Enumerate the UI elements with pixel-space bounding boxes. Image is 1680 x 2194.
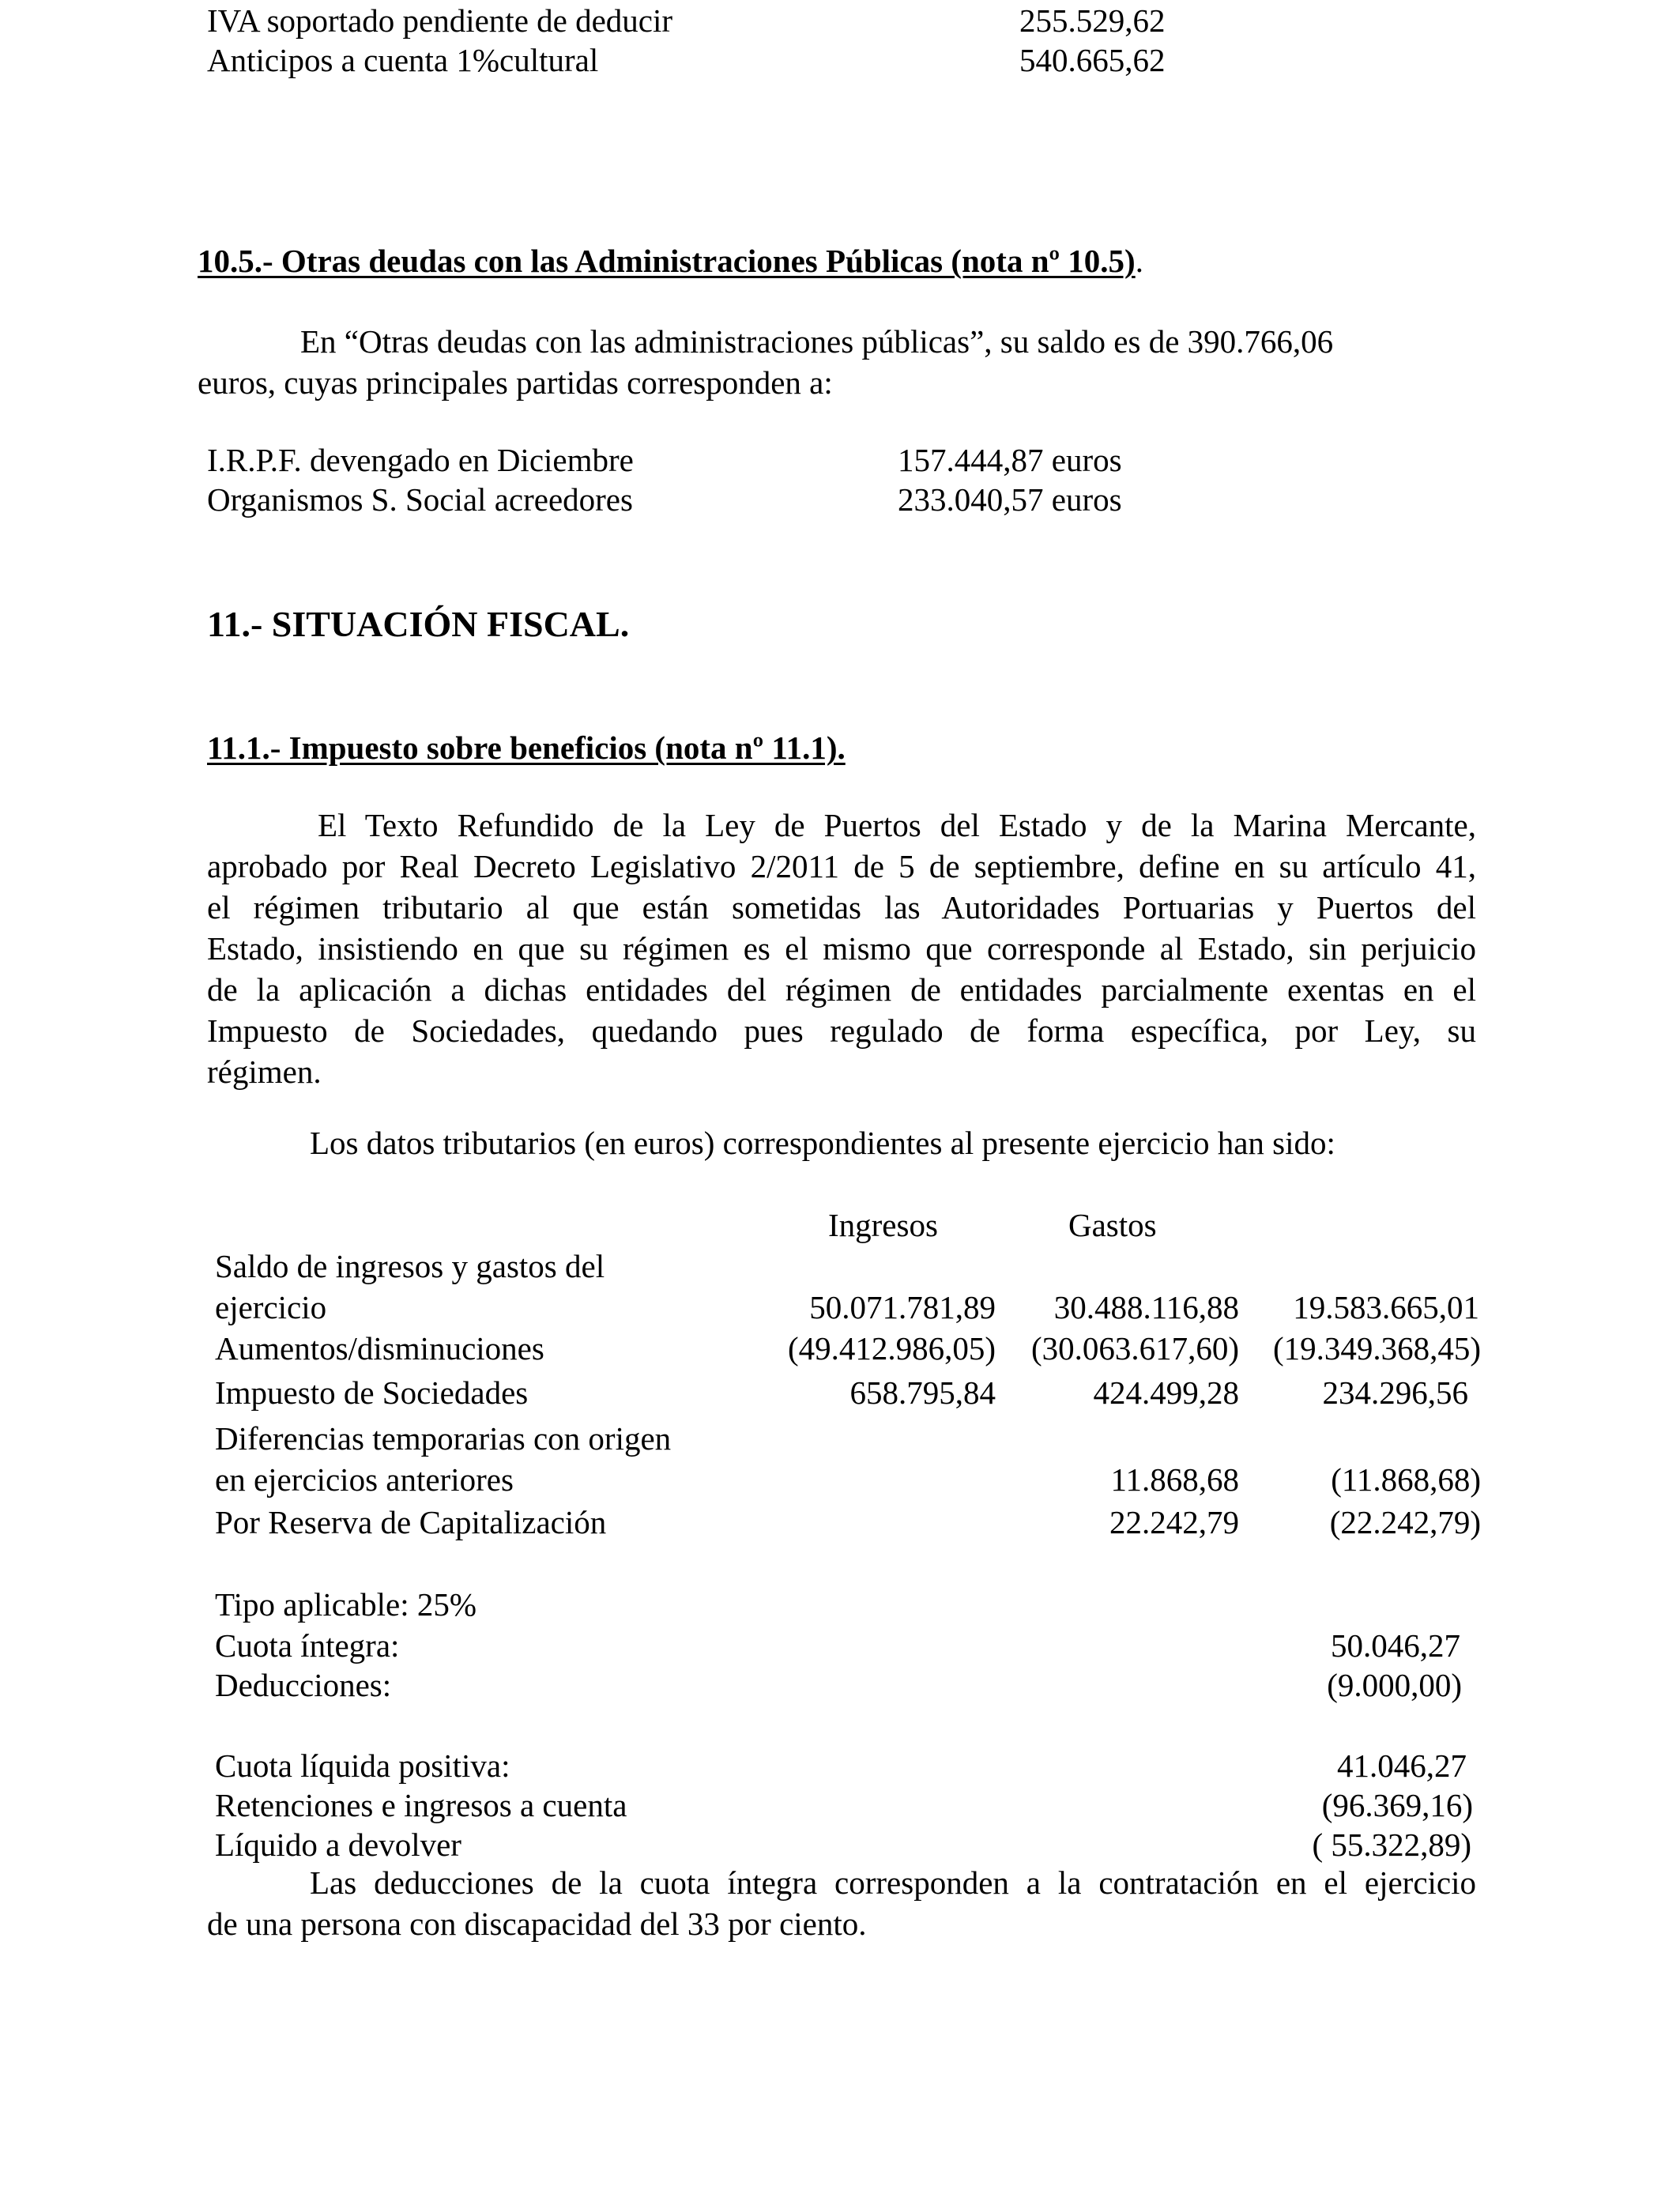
table-cell-gastos: 11.868,68 (1110, 1461, 1239, 1498)
section-10-5-intro-line: En “Otras deudas con las administraciones públicas”, su saldo es de 390.766,06 (300, 323, 1334, 360)
fiscal-regime-paragraph (207, 805, 1476, 1092)
table-header-ingresos: Ingresos (828, 1207, 938, 1243)
closing-line: de una persona con discapacidad del 33 por ciento. (207, 1906, 867, 1942)
section-10-5-heading-period: . (1135, 243, 1143, 279)
quota-value: 41.046,27 (1337, 1747, 1467, 1784)
section-10-5-heading (198, 240, 1143, 281)
tipo-aplicable: Tipo aplicable: 25% (215, 1586, 477, 1623)
section-10-5-heading-text: 10.5.- Otras deudas con las Administraciones Públicas (nota nº 10.5) (198, 243, 1136, 279)
paragraph-line: Impuesto de Sociedades, quedando pues regulado de forma específica, por Ley, su (207, 1012, 1476, 1049)
section-11-1-heading: 11.1.- Impuesto sobre beneficios (nota nº 11.1). (207, 729, 846, 766)
quota-label: Líquido a devolver (215, 1826, 461, 1863)
debt-item-value: 233.040,57 euros (898, 481, 1122, 518)
quota-label: Deducciones: (215, 1667, 392, 1703)
table-cell-ingresos: 658.795,84 (849, 1374, 996, 1411)
table-cell-ingresos: 50.071.781,89 (809, 1289, 996, 1325)
quota-value: 50.046,27 (1331, 1627, 1460, 1664)
table-header-gastos: Gastos (1068, 1207, 1157, 1243)
top-item-value: 540.665,62 (1019, 42, 1166, 78)
table-intro: Los datos tributarios (en euros) correspondientes al presente ejercicio han sido: (310, 1125, 1335, 1161)
paragraph-line: aprobado por Real Decreto Legislativo 2/2011 de 5 de septiembre, define en su artículo 41, (207, 848, 1476, 884)
table-row-label: en ejercicios anteriores (215, 1461, 514, 1498)
table-cell-saldo: 234.296,56 (1322, 1374, 1468, 1411)
table-row-label: Saldo de ingresos y gastos del (215, 1248, 605, 1284)
quota-value: (9.000,00) (1327, 1667, 1462, 1703)
paragraph-line: de la aplicación a dichas entidades del régimen de entidades parcialmente exentas en el (207, 971, 1476, 1008)
top-item-label: Anticipos a cuenta 1%cultural (207, 42, 599, 78)
table-row-label: Impuesto de Sociedades (215, 1374, 529, 1411)
paragraph-line: régimen. (207, 1054, 322, 1090)
quota-value: (96.369,16) (1321, 1787, 1473, 1823)
section-11-heading: 11.- SITUACIÓN FISCAL. (207, 604, 630, 644)
paragraph-line: el régimen tributario al que están sometidas las Autoridades Portuarias y Puertos del (207, 889, 1476, 925)
top-item-label: IVA soportado pendiente de deducir (207, 2, 673, 39)
paragraph-line: Estado, insistiendo en que su régimen es el mismo que corresponde al Estado, sin perjuicio (207, 930, 1476, 967)
table-cell-ingresos: (49.412.986,05) (787, 1330, 996, 1367)
table-row-label: Diferencias temporarias con origen (215, 1420, 672, 1457)
table-cell-gastos: 22.242,79 (1109, 1504, 1239, 1540)
quota-label: Retenciones e ingresos a cuenta (215, 1787, 627, 1823)
table-row-label: Aumentos/disminuciones (215, 1330, 544, 1367)
quota-value: ( 55.322,89) (1312, 1826, 1471, 1863)
table-row-label: ejercicio (215, 1289, 327, 1325)
quota-label: Cuota íntegra: (215, 1627, 400, 1664)
top-item-value: 255.529,62 (1019, 2, 1166, 39)
paragraph-line: El Texto Refundido de la Ley de Puertos del Estado y de la Marina Mercante, (318, 807, 1476, 843)
debt-item-label: I.R.P.F. devengado en Diciembre (207, 442, 634, 478)
section-10-5-intro-line: euros, cuyas principales partidas corresponden a: (198, 364, 833, 401)
debt-item-value: 157.444,87 euros (898, 442, 1122, 478)
table-cell-gastos: 30.488.116,88 (1053, 1289, 1239, 1325)
table-cell-saldo: (22.242,79) (1329, 1504, 1481, 1540)
table-row-label: Por Reserva de Capitalización (215, 1504, 607, 1540)
closing-line: Las deducciones de la cuota íntegra corresponden a la contratación en el ejercicio (310, 1864, 1476, 1901)
table-cell-saldo: (19.349.368,45) (1272, 1330, 1481, 1367)
table-cell-saldo: (11.868,68) (1331, 1461, 1481, 1498)
table-cell-gastos: 424.499,28 (1093, 1374, 1239, 1411)
debt-item-label: Organismos S. Social acreedores (207, 481, 633, 518)
quota-label: Cuota líquida positiva: (215, 1747, 510, 1784)
closing-paragraph (207, 1862, 1476, 1944)
table-cell-gastos: (30.063.617,60) (1030, 1330, 1239, 1367)
table-cell-saldo: 19.583.665,01 (1293, 1289, 1479, 1325)
